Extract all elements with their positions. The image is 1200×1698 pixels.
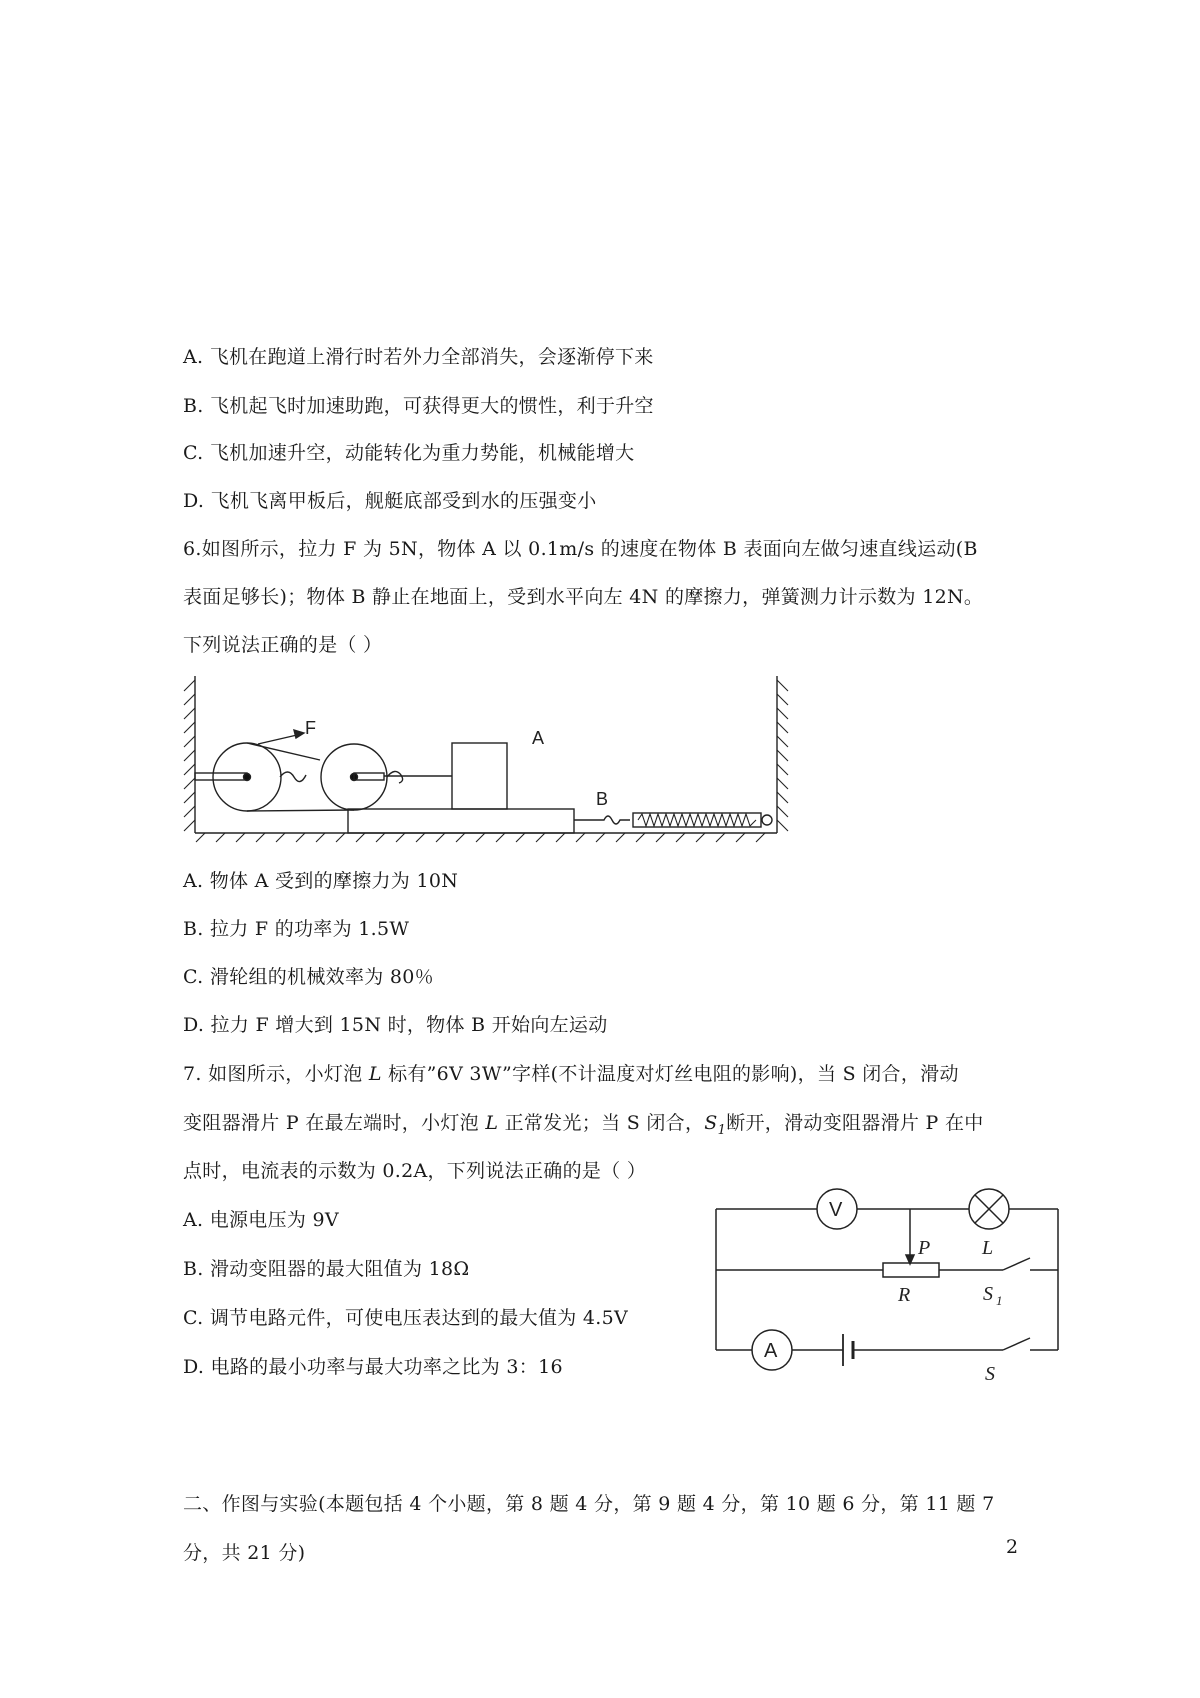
left-wall-hatch	[184, 680, 195, 831]
q7-stem-2c: 正常发光；当 S 闭合，	[498, 1112, 705, 1134]
q6-pulley-figure	[180, 670, 800, 845]
q7-stem-2f: 断开，滑动变阻器滑片 P 在中	[726, 1112, 984, 1134]
spring-ring	[762, 815, 772, 825]
q7-stem-line-3: 点时，电流表的示数为 0.2A，下列说法正确的是（ ）	[183, 1160, 647, 1182]
rheostat-body	[883, 1263, 939, 1277]
q6-option-a: A. 物体 A 受到的摩擦力为 10N	[183, 870, 459, 892]
spring-connector	[574, 816, 630, 824]
q5-option-a: A. 飞机在跑道上滑行时若外力全部消失，会逐渐停下来	[183, 346, 654, 368]
q6-option-d: D. 拉力 F 增大到 15N 时，物体 B 开始向左运动	[183, 1014, 608, 1036]
fixed-pulley-center	[244, 774, 251, 781]
q7-stem-1a: 7. 如图所示，小灯泡	[183, 1063, 369, 1085]
q6-stem-line-1: 6.如图所示，拉力 F 为 5N，物体 A 以 0.1m/s 的速度在物体 B 表面向左做匀速直线运动(B	[183, 538, 978, 560]
switch1-subscript: 1	[996, 1293, 1003, 1308]
q7-option-d: D. 电路的最小功率与最大功率之比为 3：16	[183, 1356, 563, 1378]
q5-option-d: D. 飞机飞离甲板后，舰艇底部受到水的压强变小	[183, 490, 597, 512]
q7-stem-2a: 变阻器滑片 P 在最左端时，小灯泡	[183, 1112, 486, 1134]
label-a: A	[532, 728, 545, 748]
q7-stem-line-1	[183, 1061, 959, 1087]
rheostat-label: R	[898, 1284, 911, 1306]
switch-label: S	[985, 1363, 995, 1385]
block-a	[452, 743, 507, 809]
q7-option-a: A. 电源电压为 9V	[183, 1209, 339, 1231]
switch-blade	[1003, 1338, 1030, 1350]
hook-moving	[387, 771, 403, 783]
q7-option-c: C. 调节电路元件，可使电压表达到的最大值为 4.5V	[183, 1307, 629, 1329]
q7-circuit-figure	[705, 1180, 1075, 1385]
q7-option-b: B. 滑动变阻器的最大阻值为 18Ω	[183, 1258, 470, 1280]
q7-stem-1b: L	[368, 1063, 382, 1085]
q6-stem-line-2: 表面足够长)；物体 B 静止在地面上，受到水平向左 4N 的摩擦力，弹簧测力计示数为 12N。	[183, 586, 984, 608]
q5-option-c: C. 飞机加速升空，动能转化为重力势能，机械能增大	[183, 442, 635, 464]
block-b	[348, 809, 574, 833]
voltmeter-label: V	[829, 1199, 843, 1221]
switch1-blade	[1003, 1258, 1030, 1270]
section-2-heading-line-1: 二、作图与实验(本题包括 4 个小题，第 8 题 4 分，第 9 题 4 分，第 10 题 6 分，第 11 题 7	[183, 1493, 995, 1515]
fixed-pulley-axle	[195, 773, 247, 780]
q6-stem-line-3: 下列说法正确的是（ ）	[183, 634, 383, 656]
section-2-heading-line-2: 分，共 21 分)	[183, 1542, 306, 1564]
pull-rope-F	[258, 735, 297, 744]
q7-stem-2e: 1	[717, 1122, 727, 1138]
q6-option-c: C. 滑轮组的机械效率为 80％	[183, 966, 434, 988]
ground-hatch	[196, 833, 765, 842]
q6-option-b: B. 拉力 F 的功率为 1.5W	[183, 918, 410, 940]
right-wall-hatch	[777, 680, 788, 831]
page-number: 2	[1006, 1536, 1019, 1558]
q5-option-b: B. 飞机起飞时加速助跑，可获得更大的惯性，利于升空	[183, 395, 654, 417]
q7-stem-1c: 标有”6V 3W”字样(不计温度对灯丝电阻的影响)，当 S 闭合，滑动	[381, 1063, 959, 1085]
moving-pulley-axle	[354, 773, 384, 780]
force-arrow-head	[294, 730, 304, 738]
rope-top-tangent	[247, 743, 320, 760]
label-f: F	[305, 718, 316, 738]
rope-bottom	[247, 810, 354, 811]
switch1-label: S	[983, 1283, 993, 1305]
q7-stem-line-2	[183, 1110, 984, 1144]
label-b: B	[596, 789, 609, 809]
slider-label: P	[918, 1237, 931, 1259]
spring-coil	[638, 814, 756, 826]
q7-stem-2d: S	[704, 1112, 718, 1134]
hook-fixed	[280, 772, 306, 782]
q7-stem-2b: L	[485, 1112, 499, 1134]
ammeter-label: A	[764, 1340, 778, 1362]
lamp-label: L	[982, 1237, 994, 1259]
